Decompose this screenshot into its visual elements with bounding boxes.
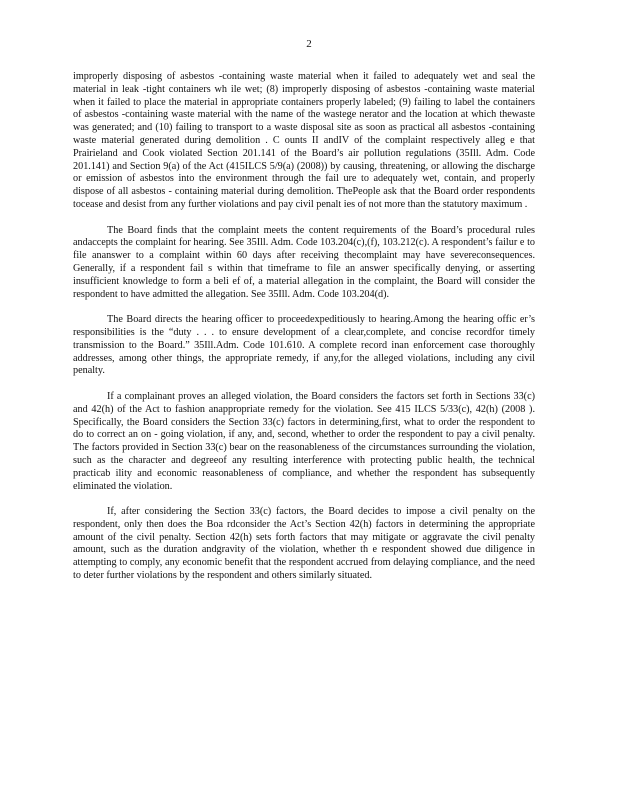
page-number: 2 — [306, 38, 312, 50]
paragraph-section-42h: If, after considering the Section 33(c) factors, the Board decides to impose a civil penalty on the respondent, only then does the Boa rdconsider the Act’s Section 42(h) factors in determining the appropriate amount of the civil penalty. Section 42(h) sets forth factors that may mitigate or aggravate the civil penalty amount, such as the duration andgravity of the violation, whether th e respondent showed due diligence in attempting to comply, any economic benefit that the respondent accrued from delaying compliance, and the need to deter further violations by the respondent and others similarly situated. — [73, 506, 535, 582]
body-text — [73, 71, 535, 596]
paragraph-section-33c: If a complainant proves an alleged violation, the Board considers the factors set forth in Sections 33(c) and 42(h) of the Act to fashion anappropriate remedy for the violation. See 415 ILCS 5/33(c), 42(h) (2008 ). Specifically, the Board considers the Section 33(c) factors in determining,first, what to order the respondent to do to correct an on - going violation, if any, and, second, whether to order the respondent to pay a civil penalty. The factors provided in Section 33(c) bear on the reasonableness of the circumstances surrounding the violation, such as the character and degreeof any resulting interference with protecting public health, the technical practicab ility and economic reasonableness of compliance, and whether the respondent has subsequently eliminated the violation. — [73, 390, 535, 492]
paragraph-counts-continued: improperly disposing of asbestos -containing waste material when it failed to adequately wet and seal the material in leak -tight containers wh ile wet; (8) improperly disposing of asbestos -containing waste material when it failed to place the material in appropriate containers properly labeled; (9) failing to label the containers of asbestos -containing waste material with the name of the wastege nerator and the location at which thewaste was generated; and (10) failing to transport to a waste disposal site as soon as practical all asbestos -containing waste material generated during demolition . C ounts II andIV of the complaint respectively alleg e that Prairieland and Cook violated Section 201.141 of the Board’s air pollution regulations (35Ill. Adm. Code 201.141) and Section 9(a) of the Act (415ILCS 5/9(a) (2008)) by causing, threatening, or allowing the discharge or emission of asbestos into the environment through the fail ure to adequately wet, contain, and properly dispose of all asbestos - containing material during demolition. ThePeople ask that the Board order respondents tocease and desist from any further violations and pay civil penalt ies of not more than the statutory maximum . — [73, 71, 535, 210]
paragraph-hearing-officer: The Board directs the hearing officer to proceedexpeditiously to hearing.Among the hearing offic er’s responsibilities is the “duty . . . to ensure development of a clear,complete, and concise recordfor timely transmission to the Board.” 35Ill.Adm. Code 101.610. A complete record inan enforcement case thoroughly addresses, among other things, the appropriate remedy, if any,for the alleged violations, including any civil penalty. — [73, 314, 535, 377]
paragraph-complaint-accepted: The Board finds that the complaint meets the content requirements of the Board’s procedural rules andaccepts the complaint for hearing. See 35Ill. Adm. Code 103.204(c),(f), 103.212(c). A respondent’s failur e to file ananswer to a complaint within 60 days after receiving thecomplaint may have severeconsequences. Generally, if a respondent fail s within that timeframe to file an answer specifically denying, or asserting insufficient knowledge to form a beli ef of, a material allegation in the complaint, the Board will consider the respondent to have admitted the allegation. See 35Ill. Adm. Code 103.204(d). — [73, 224, 535, 300]
